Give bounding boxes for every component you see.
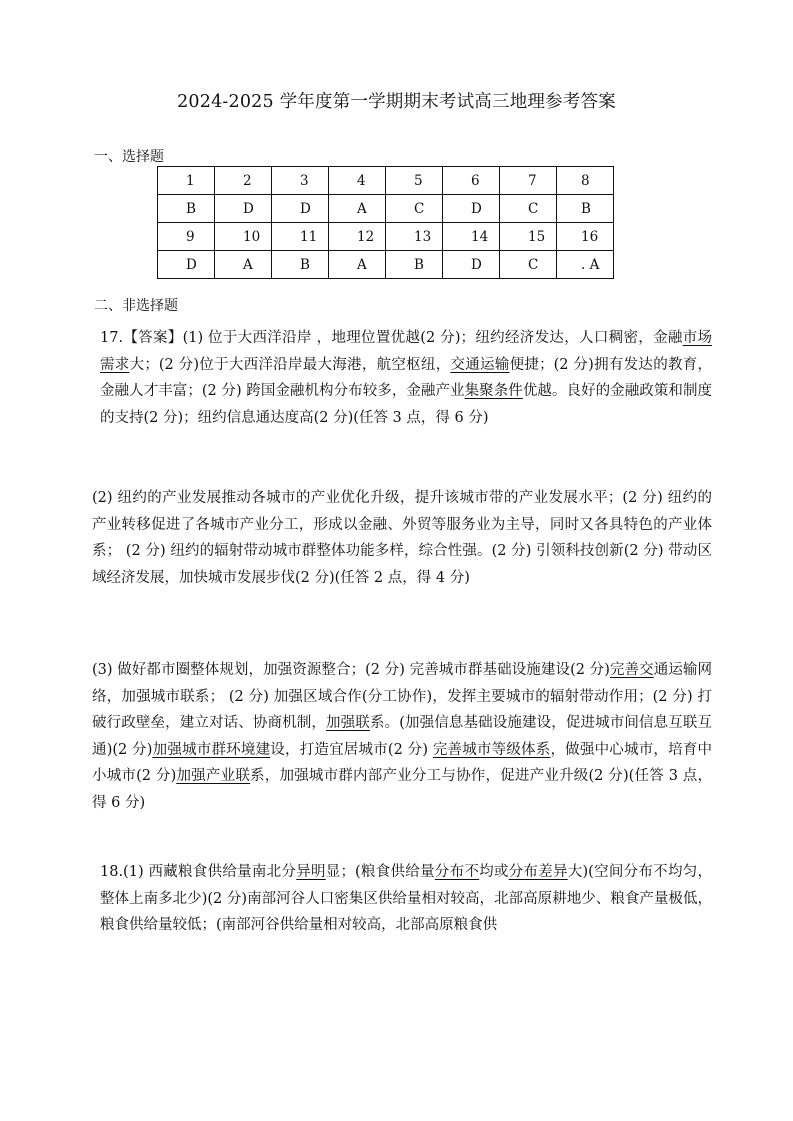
underlined-phrase: 完善交	[609, 662, 654, 678]
underlined-phrase: 加强城市群环境建	[152, 741, 271, 758]
q17-p3-text: ，做强中心城市，培育中小城市(2 分)	[92, 741, 713, 784]
underlined-phrase: 完善城市等级体系	[432, 741, 551, 758]
underlined-phrase: 分布不	[434, 864, 480, 880]
table-cell: . A	[557, 251, 614, 279]
table-cell: B	[557, 195, 614, 223]
answer-table	[157, 166, 614, 279]
table-cell: 14	[443, 223, 500, 251]
q17-p1-text: 优越。良好的金融政策和制度的支持(2 分)；纽约信息通达度高(2 分)(任答 3 点，得 6 分)	[100, 383, 713, 426]
table-row	[158, 251, 614, 279]
table-row	[158, 195, 614, 223]
table-cell: 15	[500, 223, 557, 251]
table-cell: C	[500, 195, 557, 223]
underlined-phrase: 交通运输	[450, 356, 510, 373]
underlined-phrase: 异明	[296, 864, 326, 880]
table-cell: 13	[386, 223, 443, 251]
table-cell: 9	[158, 223, 215, 251]
table-row	[158, 223, 614, 251]
underlined-phrase: 加强联	[326, 715, 370, 731]
q17-part2	[92, 485, 712, 591]
table-cell: 4	[329, 167, 386, 195]
table-cell: 2	[215, 167, 272, 195]
section-heading-choice: 一、选择题	[94, 149, 164, 165]
table-cell: 1	[158, 167, 215, 195]
underlined-phrase: 分布差异	[508, 864, 568, 880]
table-cell: B	[158, 195, 215, 223]
section-heading-nonchoice: 二、非选择题	[94, 298, 178, 314]
table-cell: 12	[329, 223, 386, 251]
table-cell: 6	[443, 167, 500, 195]
table-cell: A	[329, 195, 386, 223]
q17-part3	[92, 657, 712, 816]
table-cell: 10	[215, 223, 272, 251]
table-cell: D	[215, 195, 272, 223]
table-cell: B	[386, 251, 443, 279]
table-cell: C	[500, 251, 557, 279]
q18-part1	[92, 859, 712, 939]
table-cell: D	[443, 195, 500, 223]
q17-p1-text: 便捷；(2 分)拥有发达的教育，金融人才丰富；(2 分) 跨国金融机构分布较多，金融产业	[100, 356, 713, 399]
table-cell: 7	[500, 167, 557, 195]
q17-p3-text: 系，加强城市群内部产业分工与协作，促进产业升级(2 分)(任答 3 点，得 6 分)	[92, 768, 713, 811]
underlined-phrase: 加强产业联	[176, 768, 251, 784]
table-cell: 16	[557, 223, 614, 251]
q18-p1-text: 大)(空间分布不均匀，整体上南多北少)(2 分)南部河谷人口密集区供给量相对较高，北部高原耕地少、粮食产量极低，粮食供给量较低；(南部河谷供给量相对较高，北部高原粮食供	[100, 864, 712, 933]
table-cell: D	[158, 251, 215, 279]
q17-part1	[92, 325, 712, 431]
table-cell: A	[215, 251, 272, 279]
q17-p2-text: (2) 纽约的产业发展推动各城市的产业优化升级，提升该城市带的产业发展水平；(2 分) 纽约的产业转移促进了各城市产业分工，形成以金融、外贸等服务业为主导，同时又各具特色的产业体系； (2 分) 纽约的辐射带动城市群整体功能多样，综合性强。(2 分) 引领科技创新(2 分) 带动区域经济发展，加快城市发展步伐(2 分)(任答 2 点，得 4 分)	[92, 490, 712, 586]
q18-p1-text: 显；(粮食供给量	[325, 864, 435, 880]
underlined-phrase: 集聚条件	[464, 383, 523, 399]
page-title: 2024-2025 学年度第一学期期末考试高三地理参考答案	[177, 92, 616, 112]
q17-p1-text: 大；(2 分)位于大西洋沿岸最大海港，航空枢纽，	[129, 356, 451, 373]
table-cell: B	[272, 251, 329, 279]
q17-p3-text: 通运输网络，加强城市联系； (2 分) 加强区域合作(分工协作)，发挥主要城市的辐射带动作用；(2 分) 打破行政壁垒，建立对话、协商机制，	[92, 662, 712, 731]
q17-p3-text: 系。(加强信息基础设施建设，促进城市间信息互联互通)(2 分)	[92, 715, 713, 758]
table-cell: 3	[272, 167, 329, 195]
table-cell: 8	[557, 167, 614, 195]
table-cell: 11	[272, 223, 329, 251]
q17-p3-text: 设，打造宜居城市(2 分)	[270, 741, 433, 758]
table-cell: C	[386, 195, 443, 223]
table-cell: D	[272, 195, 329, 223]
table-cell: D	[443, 251, 500, 279]
q18-p1-text: 均或	[479, 864, 509, 880]
q17-p3-text: (3) 做好都市圈整体规划，加强资源整合；(2 分) 完善城市群基础设施建设(2 分)	[92, 662, 610, 678]
table-row	[158, 167, 614, 195]
q17-p1-text: 17.【答案】(1) 位于大西洋沿岸 ，地理位置优越(2 分)；纽约经济发达，人口稠密，金融	[100, 330, 683, 346]
table-cell: 5	[386, 167, 443, 195]
q18-p1-text: 18.(1) 西藏粮食供给量南北分	[100, 864, 297, 880]
underlined-phrase: 市场需求	[100, 330, 712, 373]
table-cell: A	[329, 251, 386, 279]
